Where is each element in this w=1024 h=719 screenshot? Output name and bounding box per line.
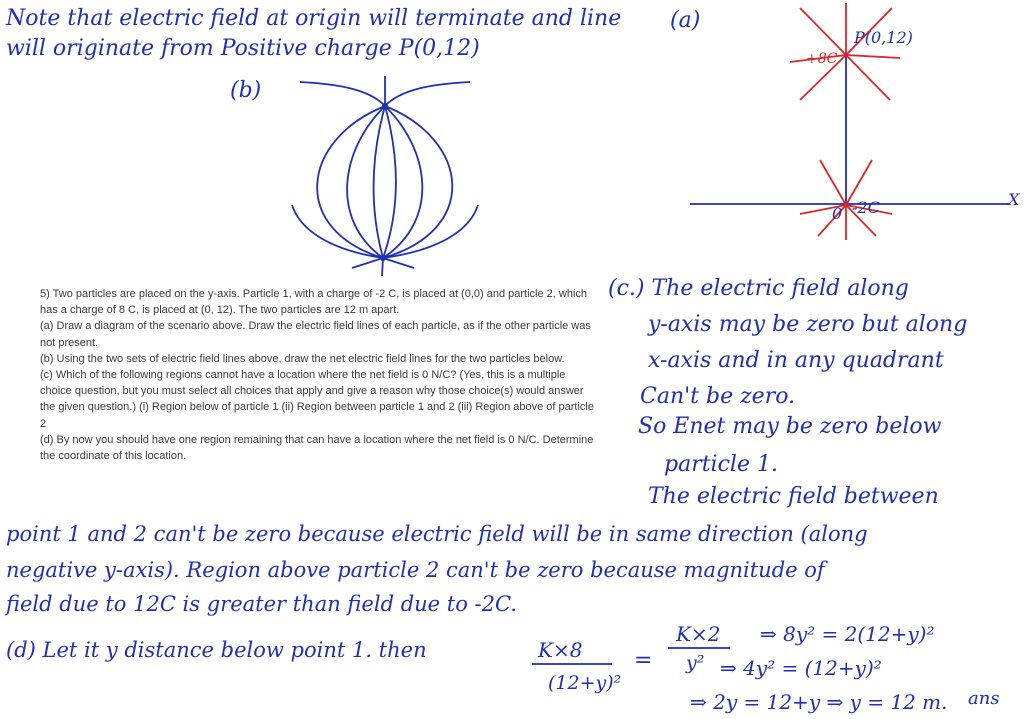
question-para-a: (a) Draw a diagram of the scenario above. Draw the electric field lines of each particle, as if the other particle was not present. xyxy=(40,320,591,349)
eq-equals-sign: = xyxy=(634,648,653,673)
question-para-d: (d) By now you should have one region remaining that can have a location where the net field is 0 N/C. Determine the coordinate of this location. xyxy=(40,433,594,463)
eq-step-2: ⇒ 4y² = (12+y)² xyxy=(720,656,882,680)
label-minus2c: -2C xyxy=(852,198,880,217)
eq-lhs-numerator: K×8 xyxy=(538,638,583,662)
answer-wide-line-2: negative y-axis). Region above particle 2 can't be zero because magnitude of xyxy=(6,558,825,582)
answer-c-line-2: y-axis may be zero but along xyxy=(648,312,968,337)
question-para-c: (c) Which of the following regions cannot have a location where the net field is 0 N/C? (Yes, this is a multiple choice question, but you must select all choices that apply and give a reason why those choice(s) would answer the given question.) (i) Region below of particle 1 (ii) Region between particle 1 and 2 (iii) Region above of particle 2 xyxy=(40,369,594,430)
eq-lhs-denominator: (12+y)² xyxy=(548,672,622,694)
answer-c-line-1: (c.) The electric field along xyxy=(608,276,909,301)
note-line-1: Note that electric field at origin will terminate and line xyxy=(6,6,622,31)
label-p012: P(0,12) xyxy=(854,28,913,47)
label-origin: 0 xyxy=(832,204,843,223)
answer-c-line-4: Can't be zero. xyxy=(640,384,796,409)
note-line-2: will originate from Positive charge P(0,12) xyxy=(6,36,480,61)
answer-c-line-3: x-axis and in any quadrant xyxy=(648,348,944,373)
eq-step-1: ⇒ 8y² = 2(12+y)² xyxy=(760,622,935,646)
label-b: (b) xyxy=(230,78,262,103)
answer-wide-line-3: field due to 12C is greater than field due to -2C. xyxy=(6,592,517,616)
answer-c-line-6: particle 1. xyxy=(664,452,778,477)
question-para-5: 5) Two particles are placed on the y-axis. Particle 1, with a charge of -2 C, is placed at (0,0) and particle 2, which has a charge of 8 C, is placed at (0, 12). The two particles are 12 m apart. xyxy=(40,288,588,317)
question-para-b: (b) Using the two sets of electric field lines above, draw the net electric field lines for the two particles below. xyxy=(40,352,565,365)
eq-rhs-numerator: K×2 xyxy=(676,622,721,646)
answer-c-line-5: So Enet may be zero below xyxy=(638,414,942,439)
answer-ans: ans xyxy=(968,688,1000,709)
eq-rhs-denominator: y² xyxy=(686,652,705,674)
label-x: X xyxy=(1008,190,1020,209)
answer-c-line-7: The electric field between xyxy=(648,484,939,509)
answer-d-line: (d) Let it y distance below point 1. then xyxy=(6,638,427,662)
eq-step-3: ⇒ 2y = 12+y ⇒ y = 12 m. xyxy=(690,690,948,714)
label-a: (a) xyxy=(670,8,701,33)
answer-wide-line-1: point 1 and 2 can't be zero because electric field will be in same direction (along xyxy=(6,522,868,546)
label-plus8c: +8C xyxy=(806,51,838,67)
